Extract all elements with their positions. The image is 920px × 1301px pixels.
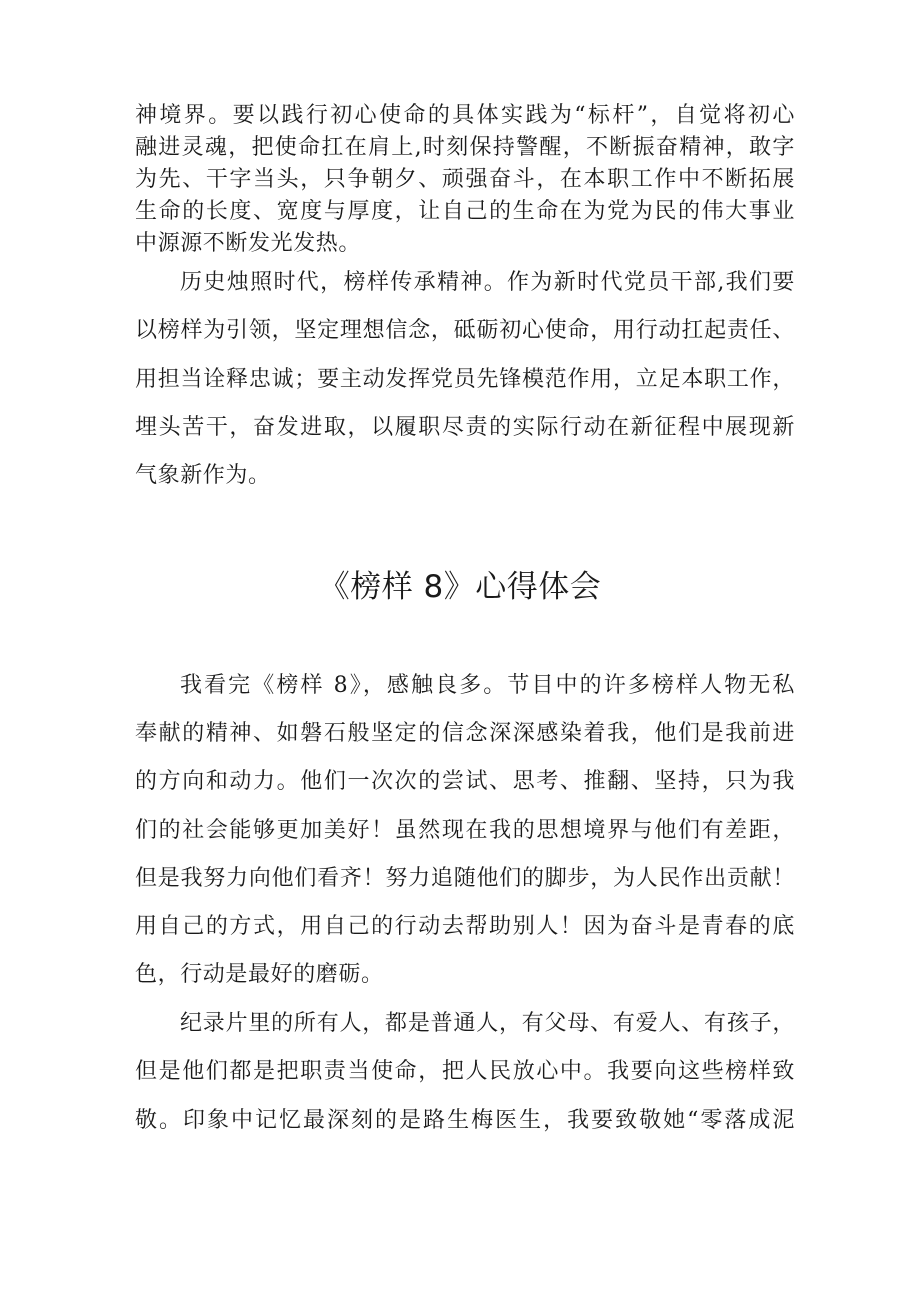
paragraph-line: 的方向和动力。他们一次次的尝试、思考、推翻、坚持，只为我 (135, 769, 795, 794)
paragraph-line: 融进灵魂，把使命扛在肩上,时刻保持警醒，不断振奋精神，敢字 (135, 135, 795, 160)
paragraph-line: 以榜样为引领，坚定理想信念，砥砺初心使命，用行动扛起责任、 (135, 318, 795, 343)
paragraph-line: 埋头苦干，奋发进取，以履职尽责的实际行动在新征程中展现新 (135, 415, 795, 440)
section-title: 《榜样 8》心得体会 (318, 569, 602, 605)
paragraph-line: 们的社会能够更加美好！虽然现在我的思想境界与他们有差距， (135, 818, 795, 843)
paragraph-line: 用担当诠释忠诚；要主动发挥党员先锋模范作用，立足本职工作， (135, 367, 795, 392)
paragraph-line: 神境界。要以践行初心使命的具体实践为“标杆”，自觉将初心 (135, 103, 795, 128)
paragraph-line: 我看完《榜样 8》，感触良多。节目中的许多榜样人物无私 (180, 673, 795, 698)
paragraph-line: 但是他们都是把职责当使命，把人民放心中。我要向这些榜样致 (135, 1059, 795, 1084)
paragraph-line: 但是我努力向他们看齐！努力追随他们的脚步，为人民作出贡献！ (135, 866, 795, 891)
paragraph-line: 为先、干字当头，只争朝夕、顽强奋斗，在本职工作中不断拓展 (135, 167, 795, 192)
paragraph-line: 气象新作为。 (135, 463, 271, 488)
paragraph-line: 中源源不断发光发热。 (135, 231, 362, 256)
paragraph-line: 用自己的方式，用自己的行动去帮助别人！因为奋斗是青春的底 (135, 914, 795, 939)
paragraph-line: 敬。印象中记忆最深刻的是路生梅医生，我要致敬她“零落成泥 (135, 1108, 795, 1133)
paragraph-line: 生命的长度、宽度与厚度，让自己的生命在为党为民的伟大事业 (135, 199, 795, 224)
paragraph-line: 纪录片里的所有人，都是普通人，有父母、有爱人、有孩子， (180, 1011, 795, 1036)
paragraph-line: 奉献的精神、如磐石般坚定的信念深深感染着我，他们是我前进 (135, 721, 795, 746)
paragraph-line: 历史烛照时代，榜样传承精神。作为新时代党员干部,我们要 (180, 270, 795, 295)
paragraph-line: 色，行动是最好的磨砺。 (135, 962, 384, 987)
